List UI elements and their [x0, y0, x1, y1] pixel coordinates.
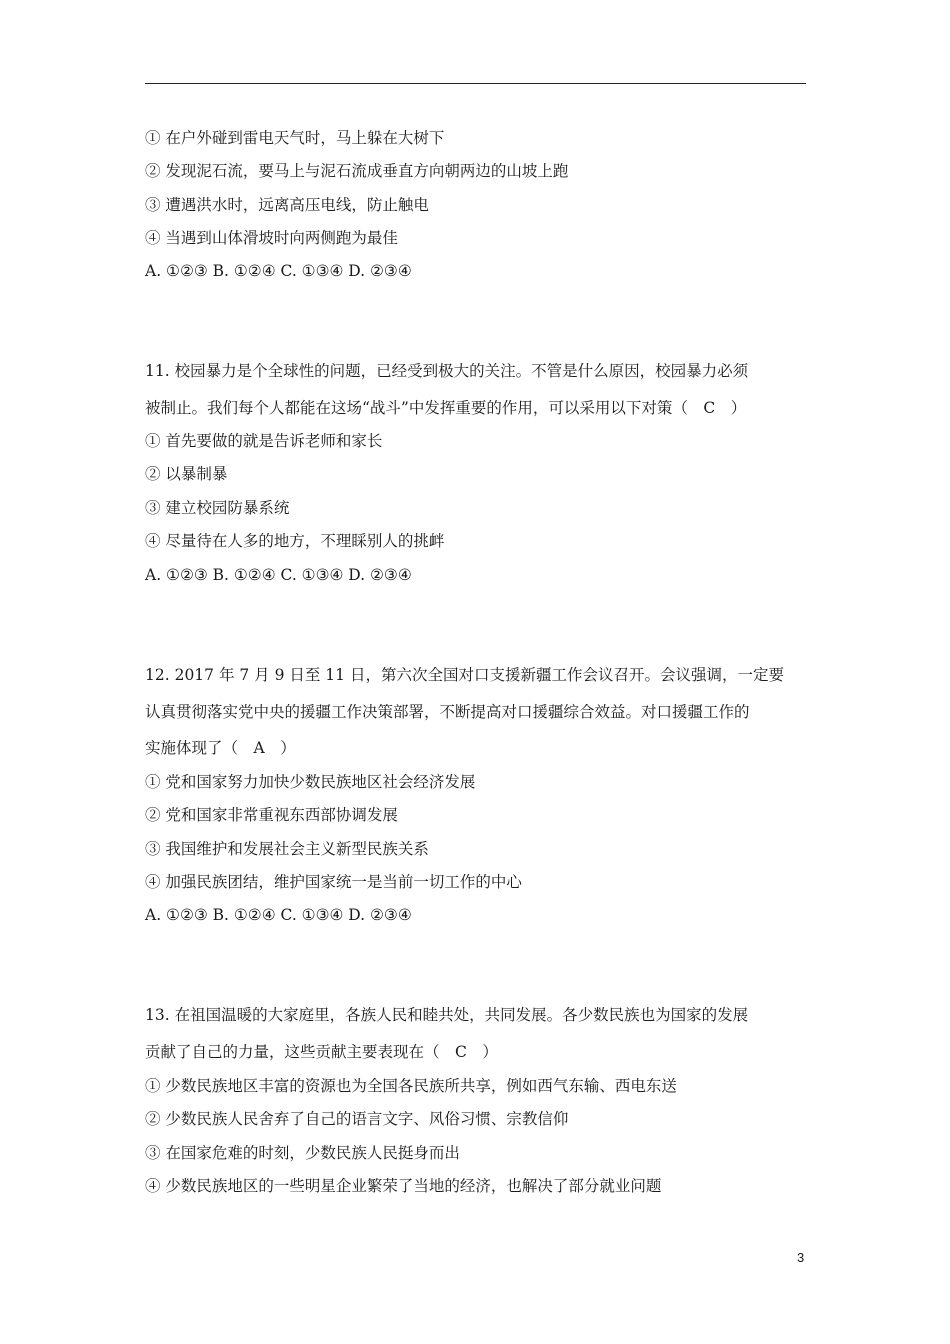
q12-stem-line-1: 12. 2017 年 7 月 9 日至 11 日，第六次全国对口支援新疆工作会议召开。会议强调，一定要 [145, 666, 784, 684]
q12-stem-line-2: 认真贯彻落实党中央的援疆工作决策部署，不断提高对口援疆综合效益。对口援疆工作的 [145, 703, 750, 721]
q12-option-3: ③ 我国维护和发展社会主义新型民族关系 [145, 840, 429, 858]
q12-stem-line-3: 实施体现了（ A ） [145, 739, 296, 757]
q11-option-2: ② 以暴制暴 [145, 465, 228, 483]
q12-option-2: ② 党和国家非常重视东西部协调发展 [145, 806, 398, 824]
header-rule [145, 83, 806, 84]
q10-option-2: ② 发现泥石流，要马上与泥石流成垂直方向朝两边的山坡上跑 [145, 162, 569, 180]
q10-option-3: ③ 遭遇洪水时，远离高压电线，防止触电 [145, 196, 429, 214]
q11-option-3: ③ 建立校园防暴系统 [145, 499, 290, 517]
q11-option-1: ① 首先要做的就是告诉老师和家长 [145, 432, 383, 450]
q10-choices: A. ①②③ B. ①②④ C. ①③④ D. ②③④ [145, 262, 412, 280]
q11-stem-line-1: 11. 校园暴力是个全球性的问题，已经受到极大的关注。不管是什么原因，校园暴力必须 [145, 362, 749, 380]
q13-option-2: ② 少数民族人民舍弃了自己的语言文字、风俗习惯、宗教信仰 [145, 1110, 569, 1128]
q13-option-1: ① 少数民族地区丰富的资源也为全国各民族所共享，例如西气东输、西电东送 [145, 1077, 677, 1095]
q13-stem-line-2: 贡献了自己的力量，这些贡献主要表现在（ C ） [145, 1043, 498, 1061]
q12-choices: A. ①②③ B. ①②④ C. ①③④ D. ②③④ [145, 906, 412, 924]
q10-option-4: ④ 当遇到山体滑坡时向两侧跑为最佳 [145, 229, 398, 247]
q12-option-4: ④ 加强民族团结，维护国家统一是当前一切工作的中心 [145, 873, 522, 891]
q13-option-4: ④ 少数民族地区的一些明星企业繁荣了当地的经济，也解决了部分就业问题 [145, 1177, 662, 1195]
page-number: 3 [797, 1250, 805, 1265]
q11-option-4: ④ 尽量待在人多的地方，不理睬别人的挑衅 [145, 532, 445, 550]
q13-option-3: ③ 在国家危难的时刻，少数民族人民挺身而出 [145, 1144, 460, 1162]
q12-option-1: ① 党和国家努力加快少数民族地区社会经济发展 [145, 773, 476, 791]
q13-stem-line-1: 13. 在祖国温暖的大家庭里，各族人民和睦共处，共同发展。各少数民族也为国家的发展 [145, 1006, 749, 1024]
q11-choices: A. ①②③ B. ①②④ C. ①③④ D. ②③④ [145, 566, 412, 584]
q11-stem-line-2: 被制止。我们每个人都能在这场“战斗”中发挥重要的作用，可以采用以下对策（ C ） [145, 399, 747, 417]
q10-option-1: ① 在户外碰到雷电天气时，马上躲在大树下 [145, 129, 445, 147]
